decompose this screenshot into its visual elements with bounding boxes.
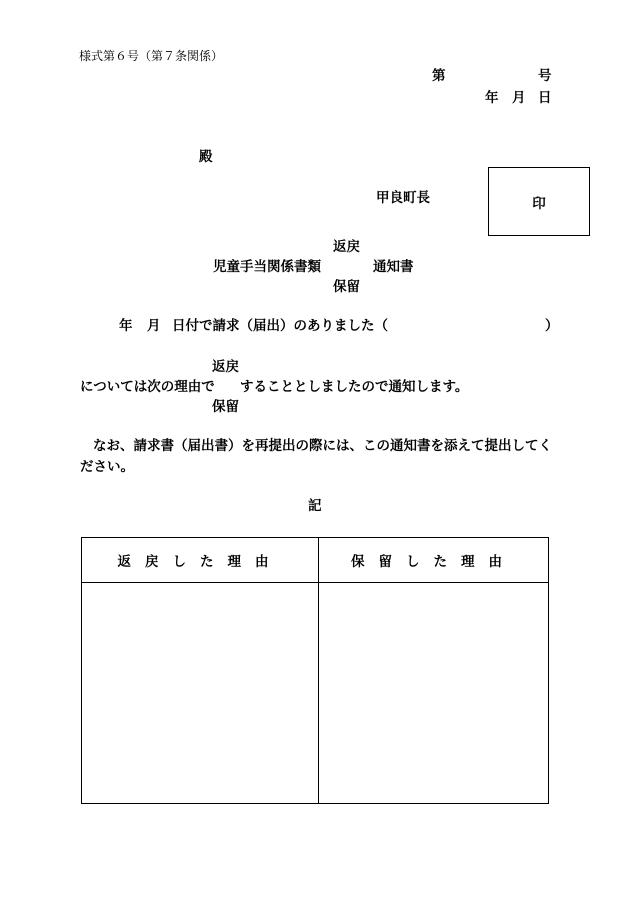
hold-reason-cell[interactable] [319, 583, 548, 803]
request-month: 月 [147, 318, 161, 334]
return-reason-cell[interactable] [82, 583, 318, 803]
header-return-reason: 返戻した理由 [117, 554, 283, 570]
issuer-name: 甲良町長 [376, 190, 430, 206]
date-month: 月 [512, 90, 526, 106]
request-close-paren: ） [545, 318, 559, 334]
title-main: 児童手当関係書類 [213, 259, 321, 275]
header-hold-reason: 保留した理由 [351, 554, 516, 570]
reason-option-hold: 保留 [212, 399, 239, 415]
doc-number-suffix: 号 [538, 68, 552, 84]
date-year: 年 [485, 90, 499, 106]
doc-number-prefix: 第 [432, 68, 446, 84]
request-year: 年 [119, 318, 133, 334]
seal-label: 印 [532, 195, 546, 212]
ki-heading: 記 [308, 498, 322, 514]
title-option-hold: 保留 [333, 279, 360, 295]
reason-table [81, 537, 549, 804]
title-suffix: 通知書 [373, 259, 414, 275]
seal-box [488, 167, 590, 236]
title-option-return: 返戻 [333, 239, 360, 255]
form-id: 様式第６号（第７条関係） [79, 49, 224, 63]
date-day: 日 [538, 90, 552, 106]
reason-option-return: 返戻 [212, 359, 239, 375]
note-line-1: なお、請求書（届出書）を再提出の際には、この通知書を添えて提出してく [93, 438, 552, 454]
request-text: 日付で請求（届出）のありました（ [172, 318, 388, 334]
recipient-honorific: 殿 [199, 149, 213, 165]
note-line-2: ださい。 [80, 459, 134, 475]
reason-prefix: については次の理由で [80, 379, 215, 395]
reason-suffix: することとしましたので通知します。 [240, 379, 469, 395]
